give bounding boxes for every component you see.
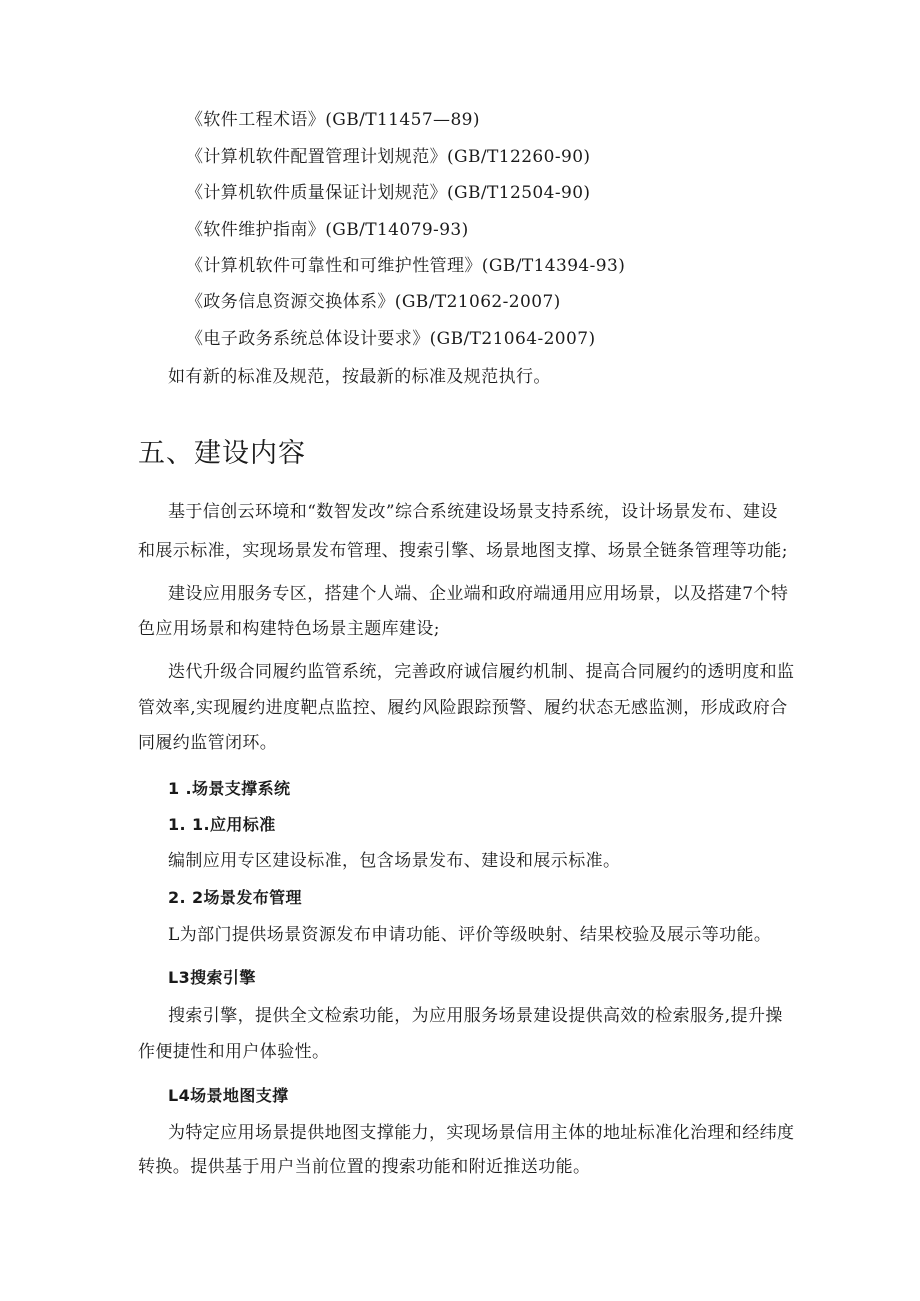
section-title: 五、建设内容 xyxy=(138,438,306,469)
subsection-1-4-line1: 为特定应用场景提供地图支撑能力，实现场景信用主体的地址标准化治理和经纬度 xyxy=(168,1123,795,1143)
standard-item: 《软件维护指南》(GB/T14079-93) xyxy=(186,220,469,240)
intro-p3-line2: 管效率,实现履约进度靶点监控、履约风险跟踪预警、履约状态无感监测，形成政府合 xyxy=(138,698,788,718)
subsection-1-2-title: 2. 2场景发布管理 xyxy=(168,888,302,907)
intro-p1-line1: 基于信创云环境和“数智发改”综合系统建设场景支持系统，设计场景发布、建设 xyxy=(168,502,778,522)
subsection-1-4-title: L4场景地图支撑 xyxy=(168,1086,289,1105)
subsection-1-3-line2: 作便捷性和用户体验性。 xyxy=(138,1042,330,1062)
standard-item: 《软件工程术语》(GB/T11457—89) xyxy=(186,110,480,130)
subsection-1-3-title: L3搜索引擎 xyxy=(168,968,256,987)
subsection-1-1-text: 编制应用专区建设标准，包含场景发布、建设和展示标准。 xyxy=(168,851,621,871)
intro-p3-line1: 迭代升级合同履约监管系统，完善政府诚信履约机制、提高合同履约的透明度和监 xyxy=(168,662,795,682)
standard-item: 《计算机软件可靠性和可维护性管理》(GB/T14394-93) xyxy=(186,256,626,276)
intro-p2-line1: 建设应用服务专区，搭建个人端、企业端和政府端通用应用场景，以及搭建7个特 xyxy=(168,584,789,604)
subsection-1-3-line1: 搜索引擎，提供全文检索功能，为应用服务场景建设提供高效的检索服务,提升操 xyxy=(168,1006,783,1026)
subsection-1-4-line2: 转换。提供基于用户当前位置的搜索功能和附近推送功能。 xyxy=(138,1157,591,1177)
standard-item: 《政务信息资源交换体系》(GB/T21062-2007) xyxy=(186,292,561,312)
subsection-title: 1 .场景支撑系统 xyxy=(168,779,291,798)
subsection-1-2-text: L为部门提供场景资源发布申请功能、评价等级映射、结果校验及展示等功能。 xyxy=(168,925,772,945)
intro-p2-line2: 色应用场景和构建特色场景主题库建设; xyxy=(138,619,440,639)
standard-item: 《电子政务系统总体设计要求》(GB/T21064-2007) xyxy=(186,329,596,349)
intro-p3-line3: 同履约监管闭环。 xyxy=(138,733,278,753)
subsection-1-1-title: 1. 1.应用标准 xyxy=(168,815,276,834)
standard-item: 《计算机软件质量保证计划规范》(GB/T12504-90) xyxy=(186,183,591,203)
standard-item: 《计算机软件配置管理计划规范》(GB/T12260-90) xyxy=(186,147,591,167)
intro-p1-line2: 和展示标准，实现场景发布管理、搜索引擎、场景地图支撑、场景全链条管理等功能; xyxy=(138,541,788,561)
standards-note: 如有新的标准及规范，按最新的标准及规范执行。 xyxy=(168,367,551,387)
